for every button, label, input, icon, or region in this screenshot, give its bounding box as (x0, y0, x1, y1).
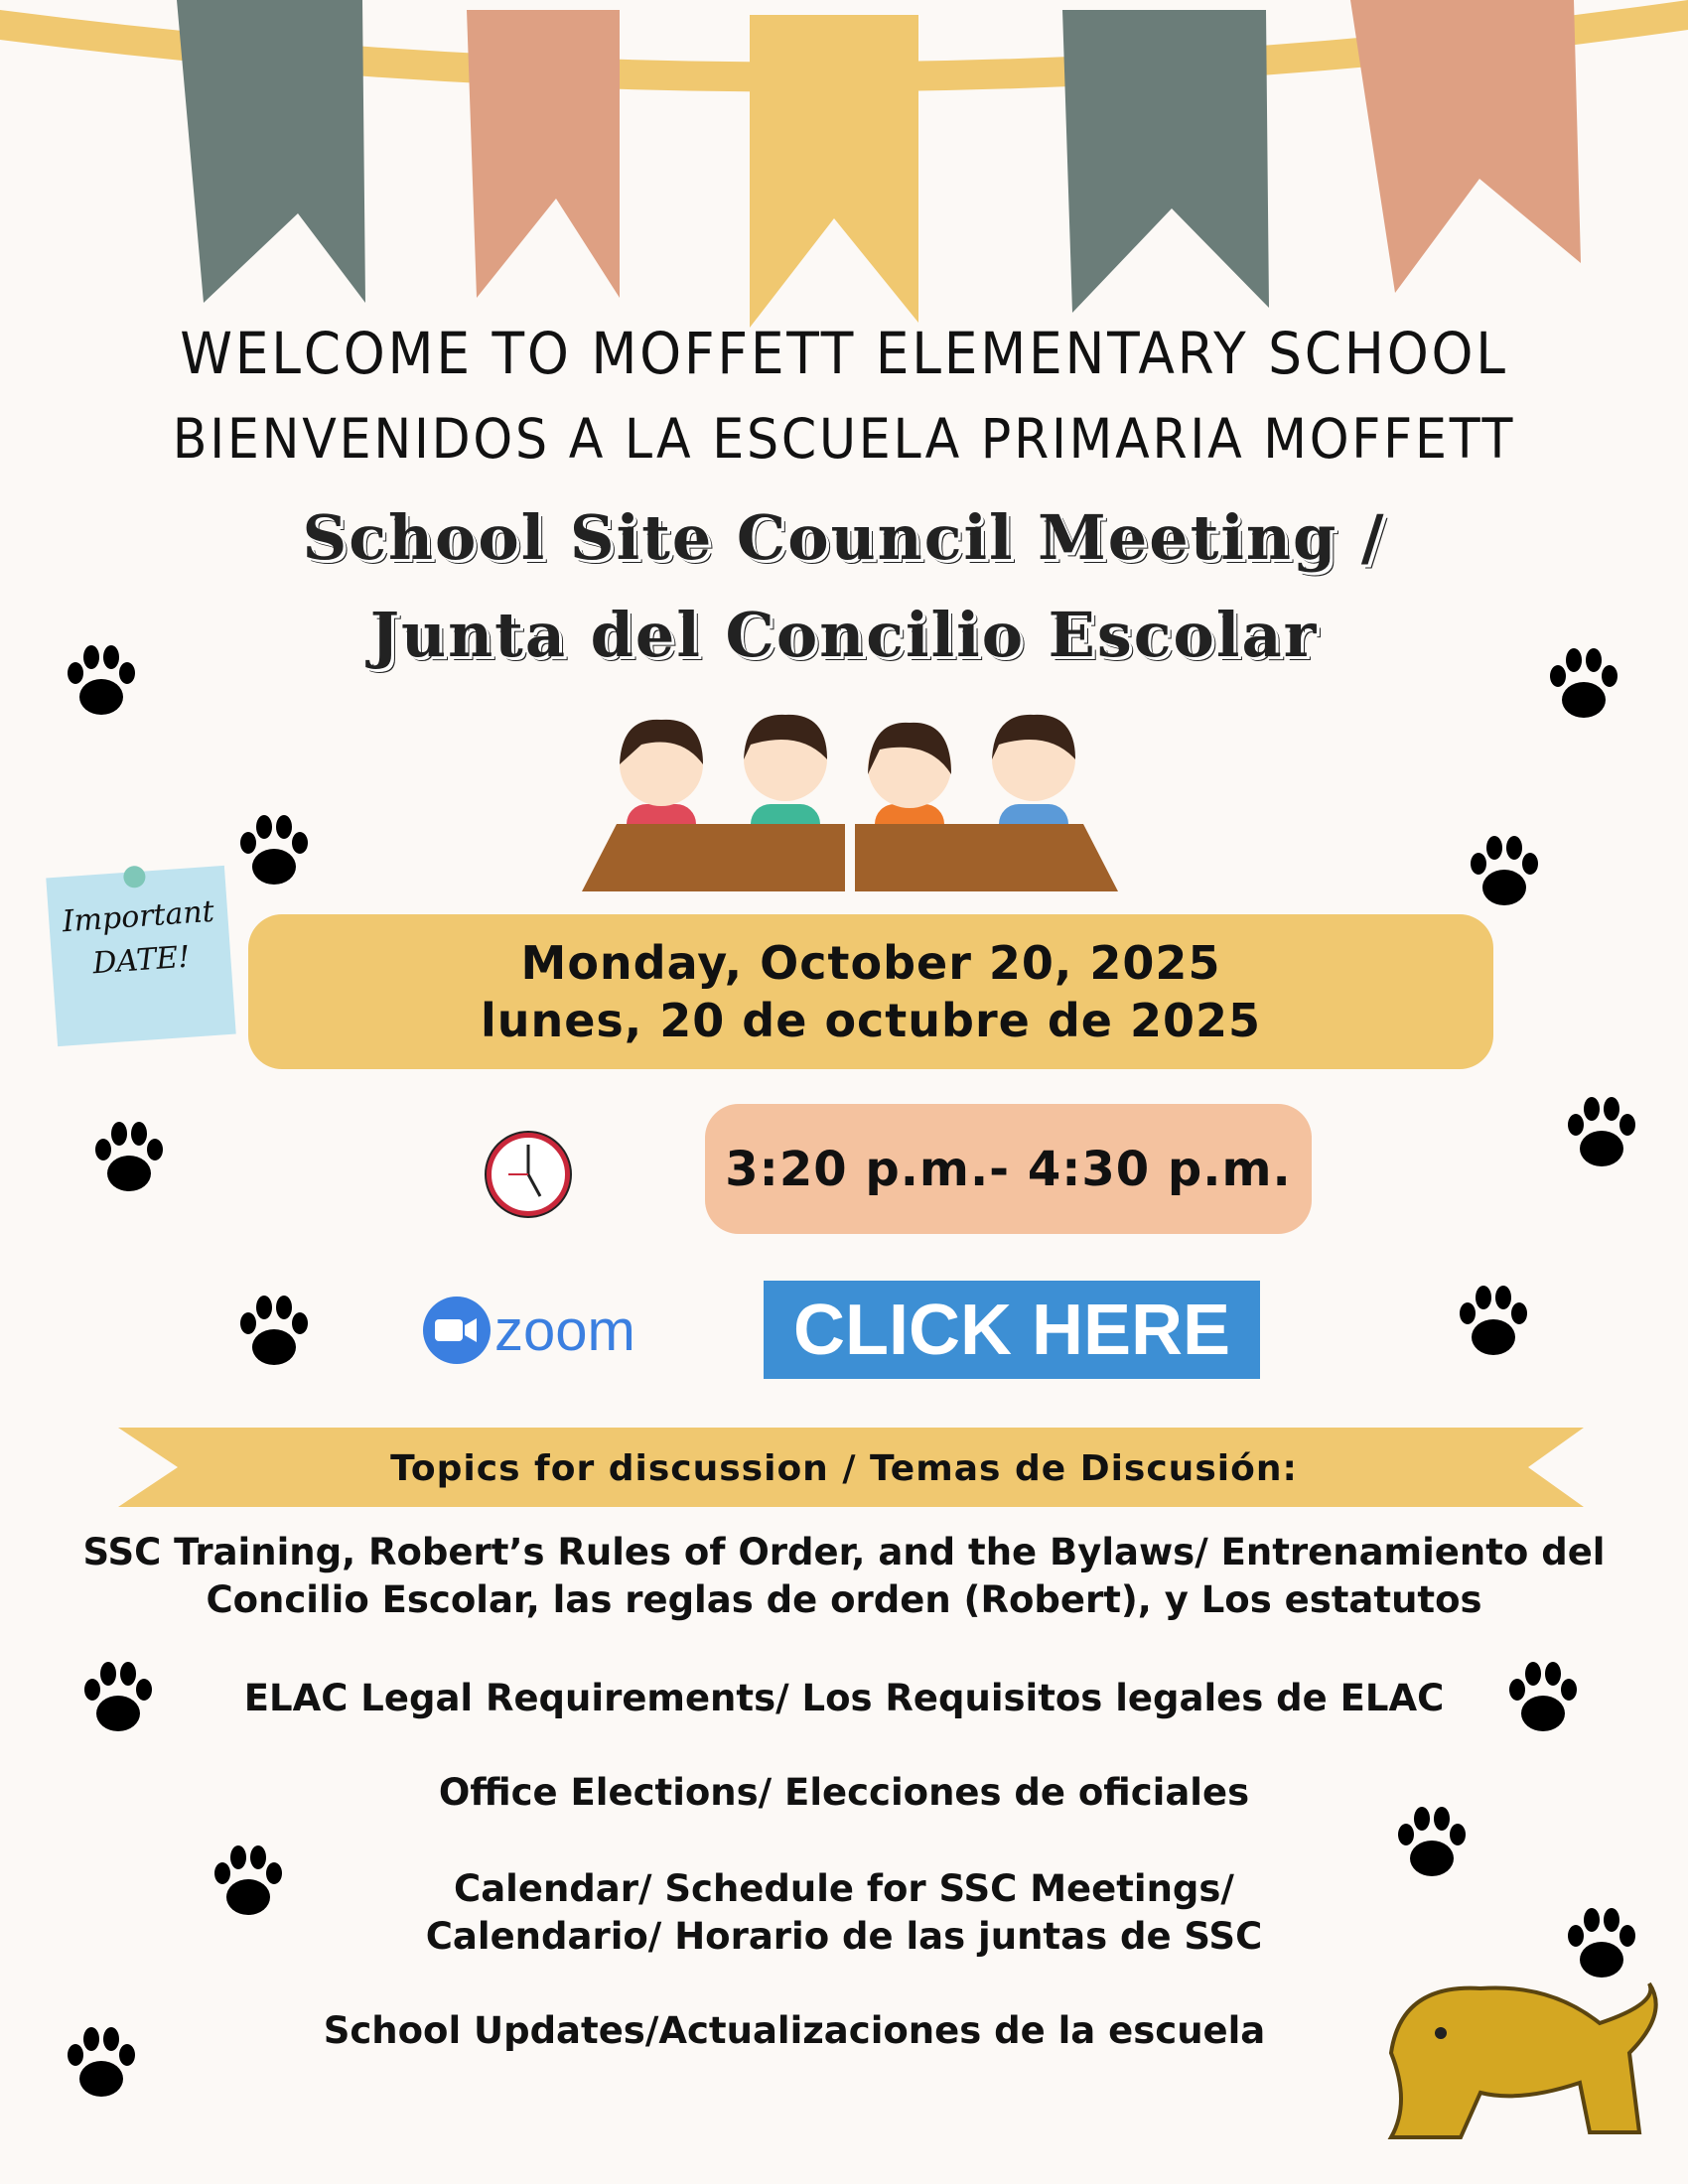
paw-print-icon (87, 1114, 171, 1197)
paw-print-icon (1463, 828, 1546, 911)
bunting-banner (0, 0, 1688, 338)
paw-print-icon (1452, 1278, 1535, 1361)
note-text: Important (61, 893, 215, 940)
welcome-english: WELCOME TO MOFFETT ELEMENTARY SCHOOL (180, 320, 1508, 387)
clock-icon (485, 1131, 572, 1218)
paw-print-icon (76, 1654, 160, 1737)
bunting-flag (467, 10, 620, 298)
topic-item (0, 1529, 1688, 1624)
bunting-flag (1062, 10, 1269, 313)
topic-text: Office Elections/ Elecciones de oficiales (438, 1771, 1250, 1814)
important-date-note (46, 866, 235, 1046)
topic-text: Concilio Escolar, las reglas de orden (Robert), y Los estatutos (206, 1578, 1482, 1621)
desk (855, 824, 1118, 891)
zoom-logo (421, 1295, 649, 1366)
bunting-flag (750, 15, 918, 328)
paw-print-icon (207, 1838, 290, 1921)
time-box (705, 1104, 1312, 1234)
paw-print-icon (1560, 1900, 1643, 1983)
paw-print-icon (1542, 640, 1625, 724)
zoom-link-button[interactable]: CLICK HERE (764, 1281, 1260, 1379)
topic-text: SSC Training, Robert’s Rules of Order, and the Bylaws/ Entrenamiento del (82, 1531, 1606, 1573)
topic-text: Calendario/ Horario de las juntas de SSC (425, 1915, 1263, 1958)
paw-print-icon (232, 807, 316, 890)
meeting-title-spanish: Junta del Concilio Escolar (369, 599, 1319, 671)
date-spanish: lunes, 20 de octubre de 2025 (480, 994, 1262, 1047)
paw-print-icon (60, 637, 143, 721)
paw-print-icon (1501, 1654, 1585, 1737)
meeting-title-english: School Site Council Meeting / (302, 501, 1386, 574)
paw-print-icon (1390, 1799, 1474, 1882)
zoom-camera-icon (421, 1295, 492, 1366)
paw-print-icon (60, 2019, 143, 2103)
paw-print-icon (232, 1288, 316, 1371)
topic-text: ELAC Legal Requirements/ Los Requisitos legales de ELAC (243, 1677, 1445, 1719)
bunting-flag (169, 0, 365, 303)
meeting-time: 3:20 p.m.- 4:30 p.m. (725, 1141, 1292, 1197)
cougar-mascot (1371, 1964, 1664, 2144)
welcome-spanish: BIENVENIDOS A LA ESCUELA PRIMARIA MOFFETT (172, 407, 1516, 471)
topic-text: Calendar/ Schedule for SSC Meetings/ (454, 1867, 1234, 1910)
bunting-flag (1350, 0, 1581, 293)
date-box (248, 914, 1493, 1069)
topics-heading: Topics for discussion / Temas de Discusión: (390, 1448, 1298, 1489)
topic-item (0, 1675, 1688, 1722)
zoom-logo-text: zoom (494, 1297, 635, 1363)
topic-text: School Updates/Actualizaciones de la escuela (323, 2009, 1266, 2052)
date-english: Monday, October 20, 2025 (520, 936, 1221, 990)
paw-print-icon (1560, 1089, 1643, 1172)
children-at-desks-illustration (582, 695, 1118, 893)
pin-icon (123, 866, 146, 888)
note-text: DATE! (91, 939, 192, 982)
desk (582, 824, 845, 891)
